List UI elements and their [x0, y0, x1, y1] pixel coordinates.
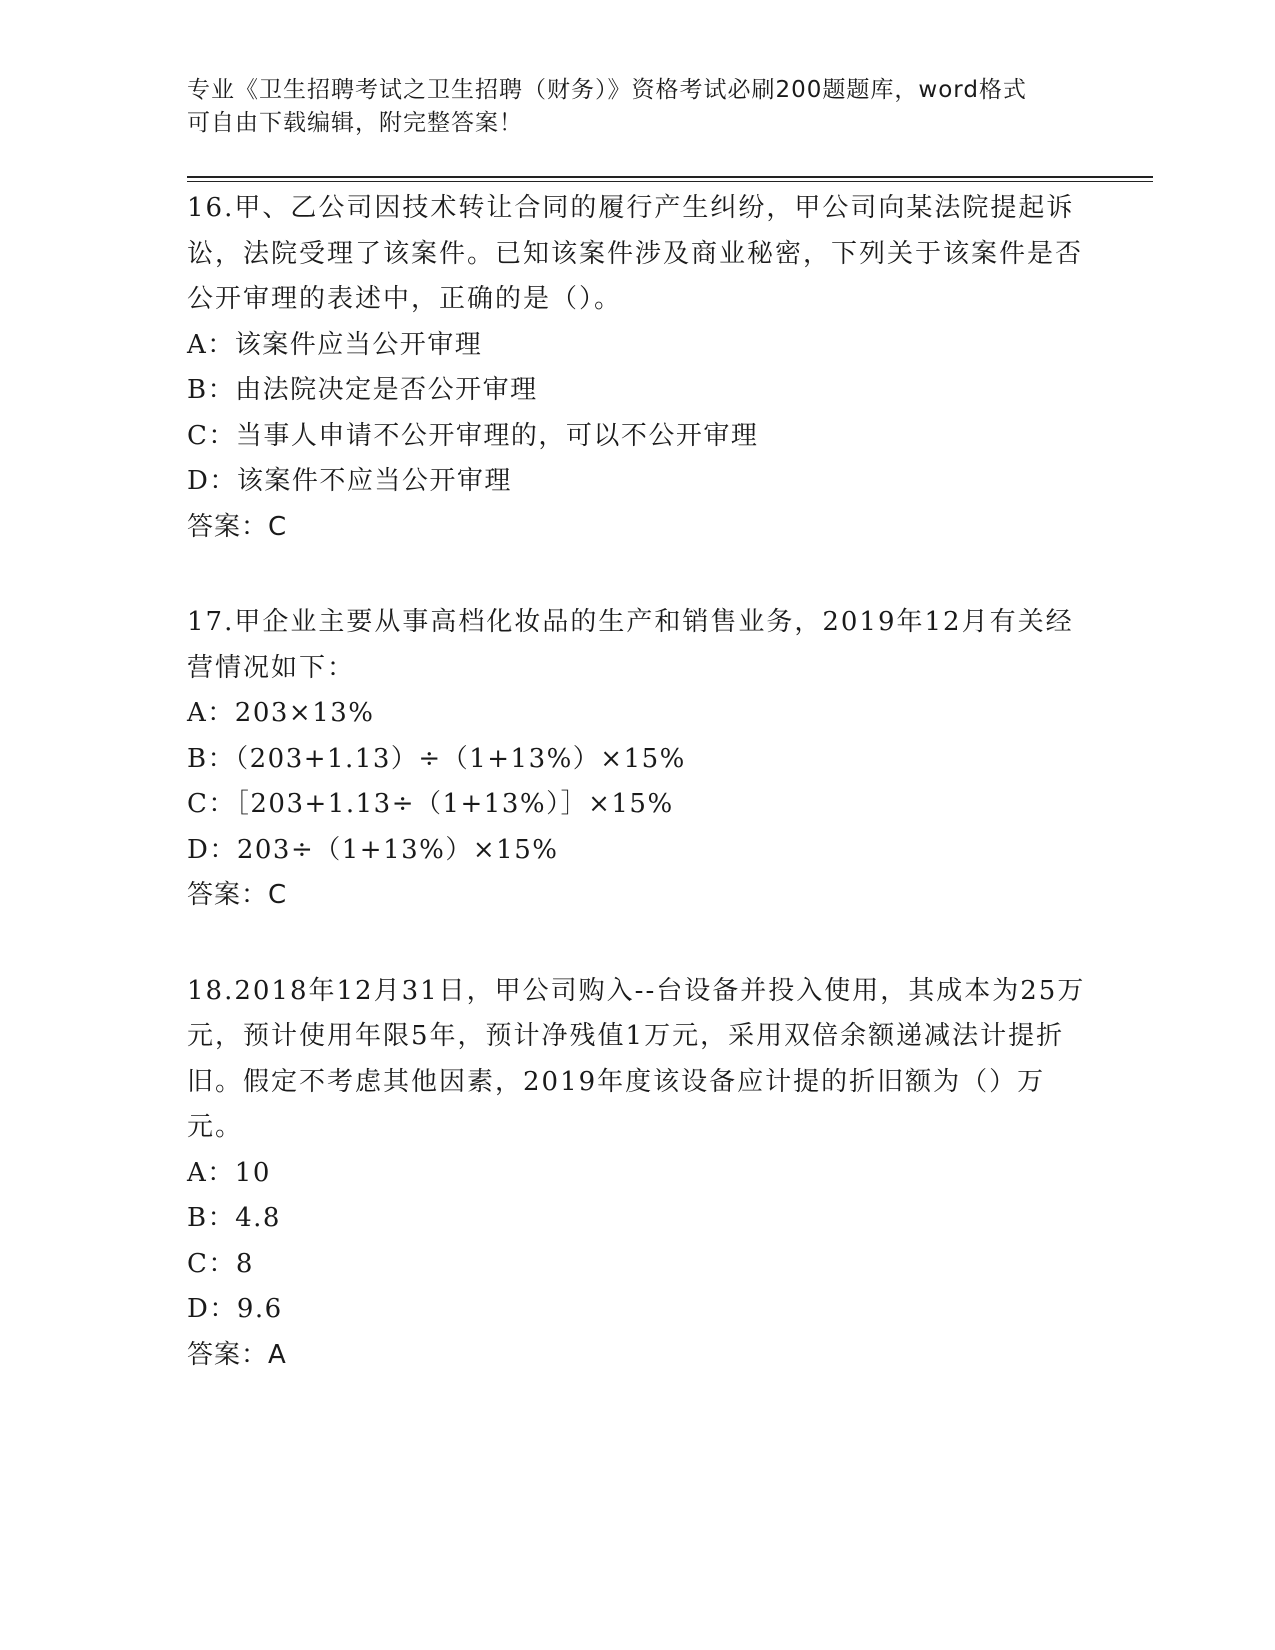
- option-a: A：10: [187, 1157, 271, 1188]
- option-b: B：（203+1.13）÷（1+13%）×15%: [187, 743, 686, 774]
- question-16: [187, 186, 1087, 550]
- option-d: D：该案件不应当公开审理: [187, 466, 512, 496]
- option-list: [187, 1151, 1087, 1333]
- option-list: [187, 323, 1087, 505]
- option-c: C：8: [187, 1248, 254, 1279]
- option-a: A：203×13%: [187, 698, 375, 728]
- answer-label: 答案：C: [187, 511, 288, 542]
- answer-label: 答案：A: [187, 1339, 287, 1370]
- header-divider: [187, 176, 1153, 182]
- answer-label: 答案：C: [187, 880, 288, 910]
- header-line-1: 专业《卫生招聘考试之卫生招聘（财务）》资格考试必刷200题题库，word格式: [187, 77, 1027, 103]
- option-b: B：由法院决定是否公开审理: [187, 375, 538, 405]
- option-c: C：当事人申请不公开审理的，可以不公开审理: [187, 420, 759, 451]
- question-stem: 18.2018年12月31日，甲公司购入--台设备并投入使用，其成本为25万元，预计使用年限5年，预计净残值1万元，采用双倍余额递减法计提折旧。假定不考虑其他因素，2019年度该设备应计提的折旧额为（）万元。: [187, 975, 1086, 1142]
- question-17: [187, 600, 1087, 919]
- option-b: B：4.8: [187, 1203, 281, 1233]
- question-list: [187, 186, 1087, 1428]
- option-a: A：该案件应当公开审理: [187, 329, 483, 360]
- question-stem: 16.甲、乙公司因技术转让合同的履行产生纠纷，甲公司向某法院提起诉讼，法院受理了该案件。已知该案件涉及商业秘密，下列关于该案件是否公开审理的表述中，正确的是（）。: [187, 193, 1084, 314]
- question-18: [187, 969, 1087, 1379]
- option-d: D：203÷（1+13%）×15%: [187, 834, 559, 865]
- option-list: [187, 691, 1087, 873]
- question-stem: 17.甲企业主要从事高档化妆品的生产和销售业务，2019年12月有关经营情况如下：: [187, 607, 1074, 683]
- option-d: D：9.6: [187, 1294, 283, 1324]
- option-c: C：［203+1.13÷（1+13%）］×15%: [187, 789, 674, 819]
- page-header: [187, 74, 1087, 140]
- header-line-2: 可自由下载编辑，附完整答案！: [187, 110, 523, 136]
